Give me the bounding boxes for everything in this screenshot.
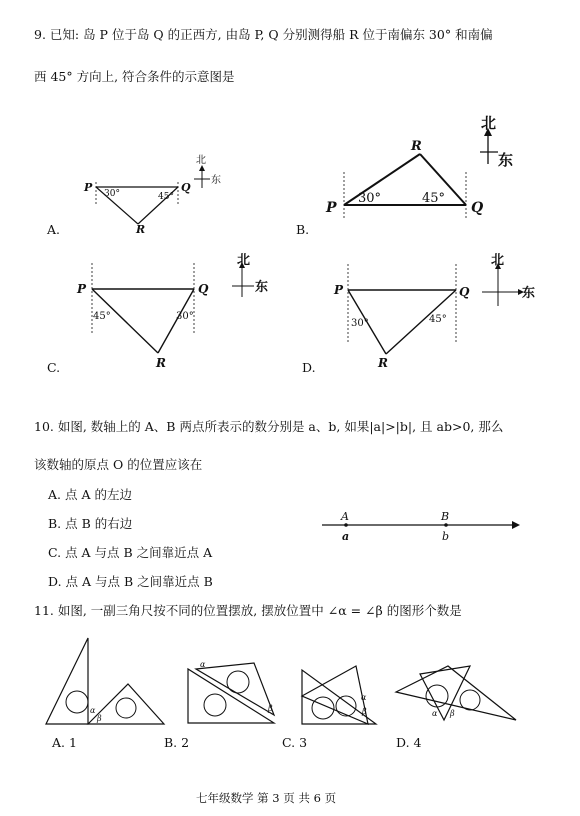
fig-d-angle2: 45° [429, 314, 447, 325]
fig-c-east: 东 [255, 280, 269, 295]
fig-b-north: 北 [481, 114, 497, 132]
fig2-alpha: α [200, 660, 206, 669]
q11-option-a: A. 1 [52, 735, 77, 750]
fig-d-r: R [378, 356, 388, 370]
fig-b-angle2: 45° [422, 191, 446, 206]
fig-b-angle1: 30° [358, 191, 382, 206]
fig-a-q: Q [181, 181, 191, 194]
number-line [318, 508, 523, 548]
q9-figure-a [80, 150, 240, 236]
fig1-beta: β [97, 714, 102, 723]
q9-figure-b [318, 112, 528, 222]
q11-figure-1 [40, 632, 170, 732]
q9-option-c: C. [47, 360, 61, 375]
q11-option-b: B. 2 [164, 735, 190, 750]
fig-a-north: 北 [196, 155, 206, 166]
q11-figure-3 [296, 660, 386, 730]
fig-a-east: 东 [211, 175, 221, 186]
point-a-label: A [341, 510, 349, 523]
q9-figure-c [72, 255, 292, 370]
fig4-alpha: α [432, 709, 438, 718]
q10-option-c: C. 点 A 与点 B 之间靠近点 A [48, 545, 213, 560]
fig-d-angle1: 30° [351, 318, 369, 329]
fig-d-q: Q [459, 285, 470, 299]
fig-b-east: 东 [498, 151, 514, 169]
q11-option-d: D. 4 [396, 735, 422, 750]
fig-c-p: P [77, 282, 87, 296]
point-b-marker [444, 523, 448, 527]
q10-line2: 该数轴的原点 O 的位置应该在 [34, 457, 203, 472]
q9-figure-d [320, 250, 540, 370]
fig-c-north: 北 [237, 253, 251, 268]
fig4-beta: β [450, 709, 455, 718]
q10-line1: 10. 如图, 数轴上的 A、B 两点所表示的数分别是 a、b, 如果|a|>|b|, 且 ab>0, 那么 [34, 419, 504, 434]
fig-c-angle2: 30° [176, 311, 194, 322]
fig-d-north: 北 [491, 253, 505, 268]
fig-c-r: R [156, 356, 166, 370]
q11-option-c: C. 3 [282, 735, 308, 750]
q11-line1: 11. 如图, 一副三角尺按不同的位置摆放, 摆放位置中 ∠α = ∠β 的图形个数是 [34, 603, 462, 618]
q10-option-d: D. 点 A 与点 B 之间靠近点 B [48, 574, 213, 589]
fig2-beta: β [268, 704, 273, 713]
q9-option-a: A. [47, 222, 61, 237]
fig-b-r: R [411, 139, 422, 154]
fig-c-q: Q [198, 282, 209, 296]
q10-option-b: B. 点 B 的右边 [48, 516, 133, 531]
fig-a-p: P [84, 181, 93, 194]
q9-option-b: B. [296, 222, 310, 237]
q11-figure-4 [392, 662, 527, 724]
fig-b-p: P [326, 200, 337, 216]
page-footer: 七年级数学 第 3 页 共 6 页 [196, 791, 337, 805]
q9-option-d: D. [302, 360, 316, 375]
fig3-alpha: α [361, 693, 367, 702]
fig-a-angle2: 45° [158, 192, 174, 202]
q9-line1: 9. 已知: 岛 P 位于岛 Q 的正西方, 由岛 P, Q 分别测得船 R 位于南偏东 30° 和南偏 [34, 27, 493, 42]
point-a-marker [344, 523, 348, 527]
fig-a-r: R [136, 223, 146, 236]
value-a-label: a [342, 530, 350, 543]
fig-b-q: Q [471, 200, 484, 216]
value-b-label: b [442, 530, 450, 543]
q11-figure-2 [184, 655, 284, 730]
fig3-beta: β [362, 707, 367, 716]
q9-line2: 西 45° 方向上, 符合条件的示意图是 [34, 69, 235, 84]
q10-option-a: A. 点 A 的左边 [48, 487, 132, 502]
fig-d-east: 东 [522, 286, 536, 301]
fig1-alpha: α [90, 706, 96, 715]
fig-c-angle1: 45° [93, 311, 111, 322]
point-b-label: B [441, 510, 450, 523]
fig-d-p: P [334, 283, 344, 297]
fig-a-angle1: 30° [104, 189, 120, 199]
